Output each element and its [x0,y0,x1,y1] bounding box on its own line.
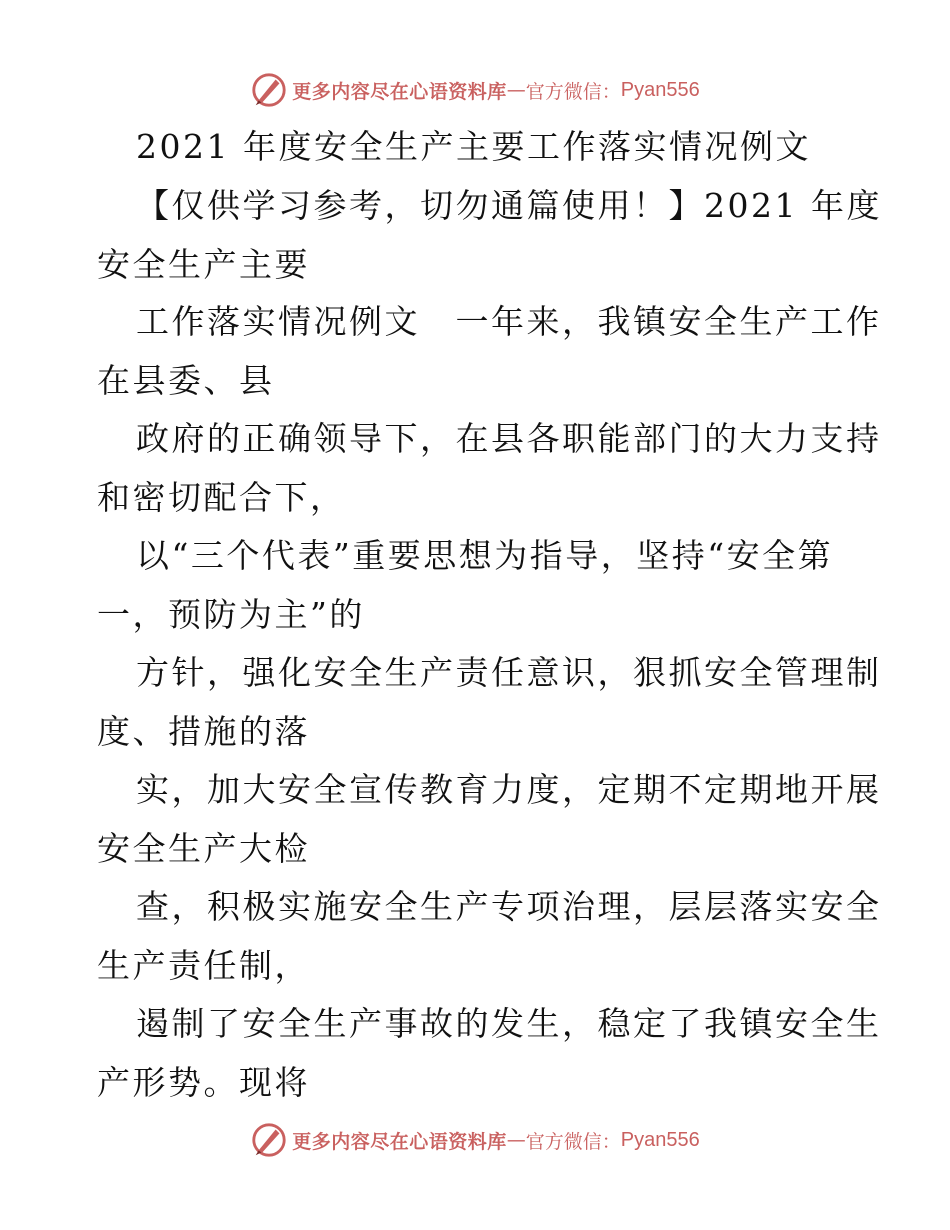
paragraph-line: 产形势。现将 [97,1063,310,1102]
paragraph-line: 生产责任制， [97,946,310,985]
paragraph-line: 政府的正确领导下，在县各职能部门的大力支持 [136,419,882,458]
paragraph-line: 工作落实情况例文 一年来，我镇安全生产工作 [136,302,882,341]
paragraph-line: 安全生产大检 [97,829,310,868]
pen-logo-icon [250,71,288,109]
paragraph-line: 【仅供学习参考，切勿通篇使用！】2021 年度 [136,186,882,225]
banner-wechat-id: Pyan556 [620,1128,700,1151]
paragraph-line: 度、措施的落 [97,712,310,751]
paragraph-line: 以“三个代表”重要思想为指导，坚持“安全第 [136,536,834,575]
paragraph-line: 和密切配合下， [97,478,346,517]
paragraph-line: 方针，强化安全生产责任意识，狠抓安全管理制 [136,653,882,692]
banner-wechat-id: Pyan556 [620,78,700,101]
paragraph-line: 实，加大安全宣传教育力度，定期不定期地开展 [136,770,882,809]
banner-brand-text: 更多内容尽在心语资料库 [292,1130,507,1153]
banner-wechat-label: 官方微信： [525,1130,621,1153]
banner-wechat-label: 官方微信： [525,80,621,103]
header-banner [0,68,950,112]
footer-banner [0,1118,950,1162]
pen-logo-icon [250,1121,288,1159]
paragraph-line: 遏制了安全生产事故的发生，稳定了我镇安全生 [136,1004,882,1043]
banner-separator: — [506,79,526,101]
paragraph-line: 在县委、县 [97,361,275,400]
banner-separator: — [506,1129,526,1151]
banner-brand-text: 更多内容尽在心语资料库 [292,80,507,103]
paragraph-line: 安全生产主要 [97,245,310,284]
document-title: 2021 年度安全生产主要工作落实情况例文 [136,127,811,166]
paragraph-line: 一，预防为主”的 [97,595,365,634]
paragraph-line: 查，积极实施安全生产专项治理，层层落实安全 [136,887,882,926]
